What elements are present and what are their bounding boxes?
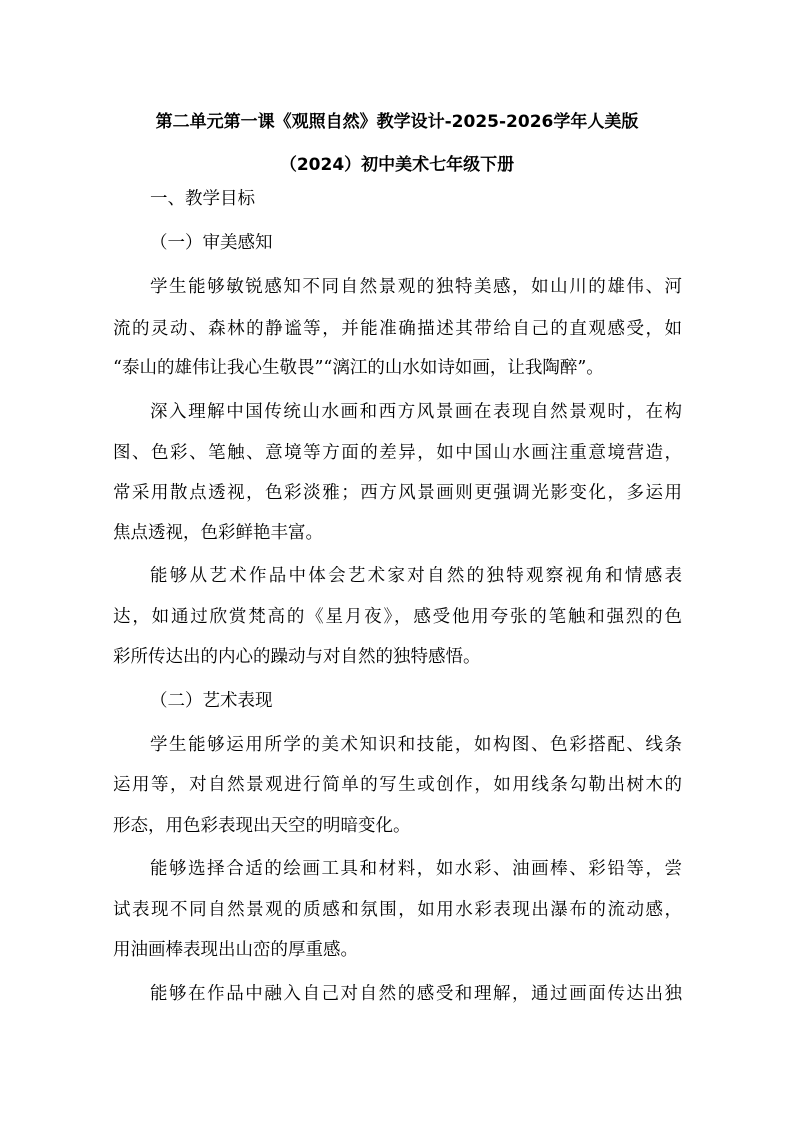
paragraph-line: 能够选择合适的绘画工具和材料，如水彩、油画棒、彩铅等，尝 — [150, 859, 682, 879]
paragraph-line: 用油画棒表现出山峦的厚重感。 — [113, 940, 358, 960]
paragraph-line: 试表现不同自然景观的质感和氛围，如用水彩表现出瀑布的流动感， — [113, 900, 682, 920]
paragraph-line: 彩所传达出的内心的躁动与对自然的独特感悟。 — [113, 647, 481, 667]
paragraph-line: 能够从艺术作品中体会艺术家对自然的独特观察视角和情感表 — [150, 566, 682, 586]
paragraph-line: “泰山的雄伟让我心生敬畏”“漓江的山水如诗如画，让我陶醉”。 — [113, 358, 604, 378]
paragraph-line: 图、色彩、笔触、意境等方面的差异，如中国山水画注重意境营造， — [113, 443, 682, 463]
paragraph-line: 学生能够敏锐感知不同自然景观的独特美感，如山川的雄伟、河 — [150, 277, 682, 297]
paragraph-line: 常采用散点透视，色彩淡雅；西方风景画则更强调光影变化，多运用 — [113, 483, 682, 503]
paragraph-line: 深入理解中国传统山水画和西方风景画在表现自然景观时，在构 — [150, 402, 682, 422]
paragraph-line: 焦点透视，色彩鲜艳丰富。 — [113, 523, 323, 543]
paragraph-line: 能够在作品中融入自己对自然的感受和理解，通过画面传达出独 — [150, 984, 682, 1004]
document-title-line-1: 第二单元第一课《观照自然》教学设计-2025-2026学年人美版 — [155, 112, 639, 132]
paragraph-line: 学生能够运用所学的美术知识和技能，如构图、色彩搭配、线条 — [150, 735, 682, 755]
paragraph-line: 运用等，对自然景观进行简单的写生或创作，如用线条勾勒出树木的 — [113, 775, 682, 795]
subsection-heading-artistic-expression: （二）艺术表现 — [150, 691, 273, 711]
paragraph-line: 形态，用色彩表现出天空的明暗变化。 — [113, 816, 411, 836]
subsection-heading-aesthetic-perception: （一）审美感知 — [150, 233, 273, 253]
section-heading-objectives: 一、教学目标 — [150, 189, 255, 209]
paragraph-line: 流的灵动、森林的静谧等，并能准确描述其带给自己的直观感受，如 — [113, 319, 682, 339]
paragraph-line: 达，如通过欣赏梵高的《星月夜》，感受他用夸张的笔触和强烈的色 — [113, 607, 682, 627]
document-title-line-2: （2024）初中美术七年级下册 — [279, 155, 515, 175]
